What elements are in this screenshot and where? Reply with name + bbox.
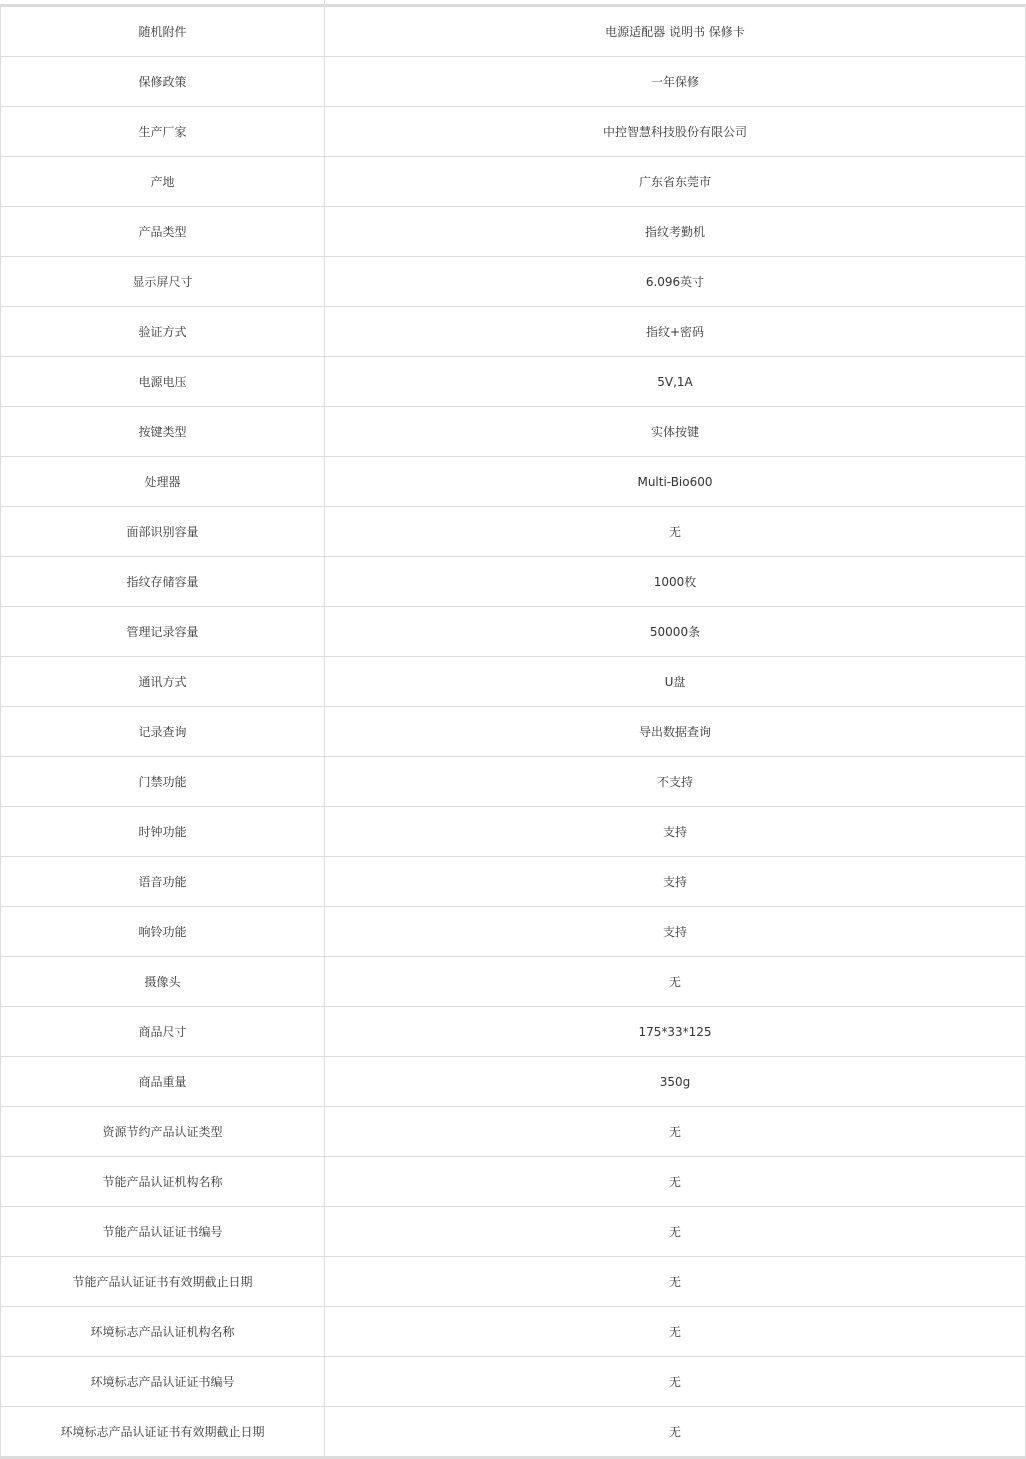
table-row [1,207,1026,257]
table-row [1,957,1026,1007]
table-row [1,57,1026,107]
spec-label: 管理记录容量 [1,607,325,657]
spec-label: 时钟功能 [1,807,325,857]
spec-value: 不支持 [325,757,1026,807]
spec-label: 显示屏尺寸 [1,257,325,307]
spec-label: 保修政策 [1,57,325,107]
spec-value: 无 [325,957,1026,1007]
spec-label: 门禁功能 [1,757,325,807]
spec-value: 电源适配器 说明书 保修卡 [325,6,1026,57]
table-row [1,1257,1026,1307]
spec-value: 无 [325,1357,1026,1407]
table-row [1,107,1026,157]
spec-label: 商品尺寸 [1,1007,325,1057]
spec-label: 环境标志产品认证证书编号 [1,1357,325,1407]
spec-value: Multi-Bio600 [325,457,1026,507]
spec-label: 资源节约产品认证类型 [1,1107,325,1157]
table-row [1,257,1026,307]
table-row [1,557,1026,607]
table-row [1,657,1026,707]
spec-label: 摄像头 [1,957,325,1007]
spec-value: 6.096英寸 [325,257,1026,307]
spec-value: 支持 [325,807,1026,857]
table-row [1,1157,1026,1207]
spec-label: 生产厂家 [1,107,325,157]
table-row [1,1007,1026,1057]
table-row [1,157,1026,207]
spec-value: 支持 [325,907,1026,957]
spec-label: 面部识别容量 [1,507,325,557]
spec-label: 环境标志产品认证证书有效期截止日期 [1,1407,325,1458]
table-row [1,407,1026,457]
table-row [1,307,1026,357]
spec-label: 产地 [1,157,325,207]
table-row [1,1407,1026,1458]
spec-value: 1000枚 [325,557,1026,607]
spec-value: 350g [325,1057,1026,1107]
spec-label: 随机附件 [1,6,325,57]
spec-label: 指纹存储容量 [1,557,325,607]
table-row [1,807,1026,857]
table-row [1,1107,1026,1157]
spec-label: 通讯方式 [1,657,325,707]
table-row [1,907,1026,957]
spec-label: 节能产品认证证书有效期截止日期 [1,1257,325,1307]
table-row [1,1057,1026,1107]
spec-label: 语音功能 [1,857,325,907]
table-row [1,607,1026,657]
table-row [1,1307,1026,1357]
table-row [1,507,1026,557]
spec-value: U盘 [325,657,1026,707]
spec-value: 导出数据查询 [325,707,1026,757]
spec-label: 环境标志产品认证机构名称 [1,1307,325,1357]
spec-label: 按键类型 [1,407,325,457]
spec-value: 无 [325,1307,1026,1357]
table-row [1,6,1026,57]
spec-label: 响铃功能 [1,907,325,957]
spec-value: 无 [325,1107,1026,1157]
table-row [1,357,1026,407]
spec-value: 无 [325,1257,1026,1307]
spec-value: 5V,1A [325,357,1026,407]
spec-label: 商品重量 [1,1057,325,1107]
spec-label: 验证方式 [1,307,325,357]
spec-value: 支持 [325,857,1026,907]
spec-label: 节能产品认证机构名称 [1,1157,325,1207]
spec-table-body [1,6,1026,1458]
spec-value: 广东省东莞市 [325,157,1026,207]
spec-value: 实体按键 [325,407,1026,457]
table-row [1,707,1026,757]
table-row [1,1207,1026,1257]
spec-value: 一年保修 [325,57,1026,107]
spec-value: 无 [325,1157,1026,1207]
spec-value: 175*33*125 [325,1007,1026,1057]
spec-label: 产品类型 [1,207,325,257]
spec-label: 节能产品认证证书编号 [1,1207,325,1257]
spec-value: 无 [325,507,1026,557]
spec-value: 指纹考勤机 [325,207,1026,257]
spec-label: 电源电压 [1,357,325,407]
table-row [1,857,1026,907]
spec-label: 记录查询 [1,707,325,757]
table-row [1,757,1026,807]
table-row [1,457,1026,507]
spec-table [0,4,1026,1459]
spec-value: 50000条 [325,607,1026,657]
spec-value: 无 [325,1407,1026,1458]
table-row [1,1357,1026,1407]
spec-value: 指纹+密码 [325,307,1026,357]
spec-value: 中控智慧科技股份有限公司 [325,107,1026,157]
spec-value: 无 [325,1207,1026,1257]
spec-label: 处理器 [1,457,325,507]
